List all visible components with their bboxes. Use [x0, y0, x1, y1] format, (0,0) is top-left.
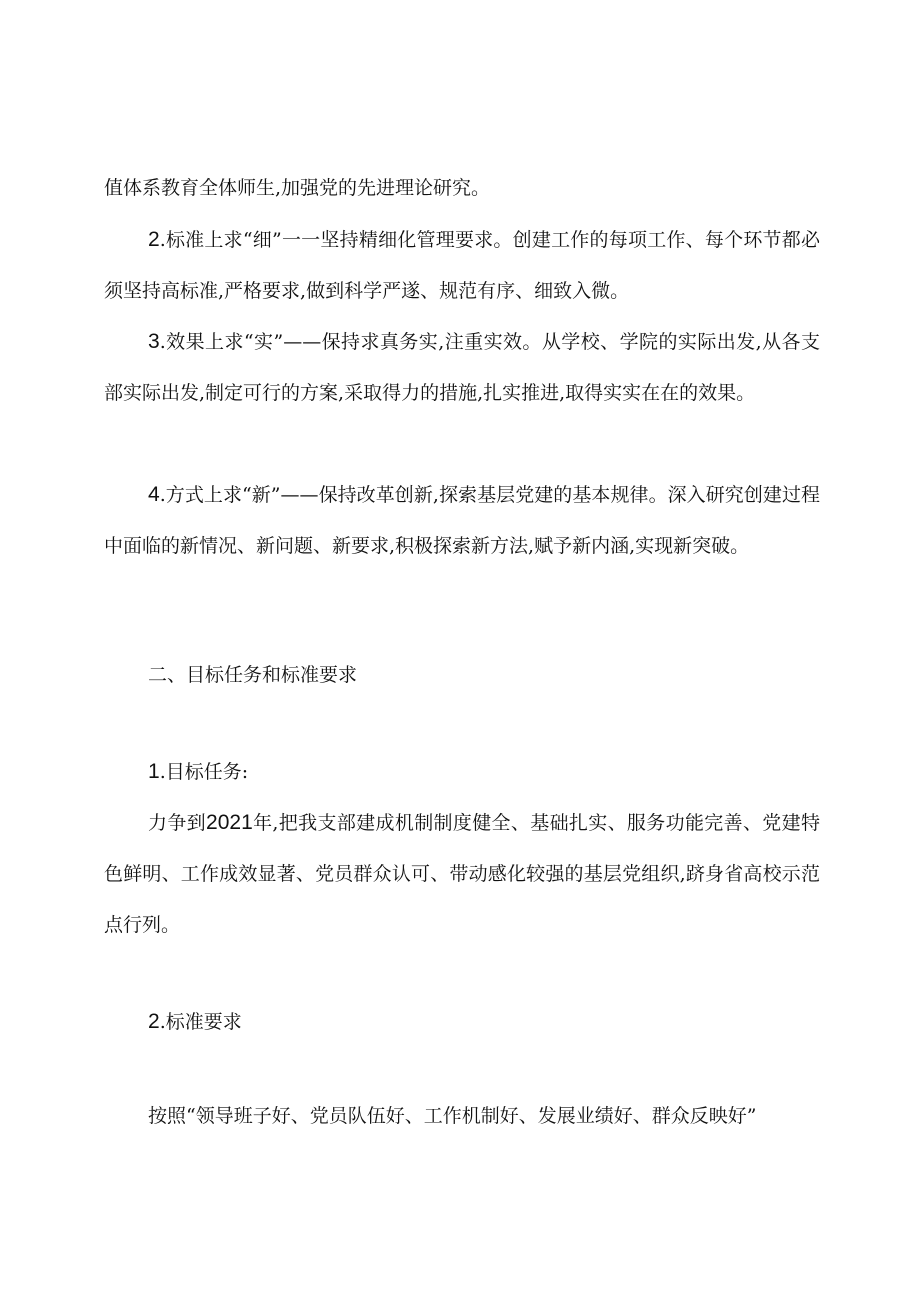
paragraph-target-task [104, 797, 820, 951]
sub-heading-1 [148, 746, 248, 798]
target-year: 2021 [206, 811, 253, 834]
item-4-number: 4 [148, 483, 160, 506]
paragraph-continuation: 值体系教育全体师生,加强党的先进理论研究。 [104, 177, 491, 199]
item-4-text: .方式上求“新”——保持改革创新,探索基层党建的基本规律。深入研究创建过程中面临的新情况、新问题、新要求,积极探索新方法,赋予新内涵,实现新突破。 [104, 484, 820, 557]
paragraph-item-4 [104, 469, 820, 572]
sub-2-text: .标准要求 [159, 1011, 242, 1033]
section-2-heading: 二、目标任务和标准要求 [148, 664, 358, 686]
sub-heading-2 [148, 996, 242, 1048]
target-prefix: 力争到 [148, 812, 207, 834]
paragraph-standard-requirements: 按照“领导班子好、党员队伍好、工作机制好、发展业绩好、群众反映好” [148, 1105, 757, 1127]
sub-2-number: 2 [148, 1010, 160, 1033]
item-2-number: 2 [148, 228, 160, 251]
paragraph-item-3 [104, 316, 820, 419]
item-3-number: 3 [148, 330, 160, 353]
paragraph-item-2 [104, 214, 820, 317]
target-rest: 年,把我支部建成机制制度健全、基础扎实、服务功能完善、党建特色鲜明、工作成效显著、党员群众认可、带动感化较强的基层党组织,跻身省高校示范点行列。 [104, 812, 820, 936]
sub-1-text: .目标任务: [159, 761, 249, 783]
item-2-text: .标准上求“细”一一坚持精细化管理要求。创建工作的每项工作、每个环节都必须坚持高标准,严格要求,做到科学严遂、规范有序、细致入微。 [104, 229, 820, 302]
sub-1-number: 1 [148, 760, 160, 783]
item-3-text: .效果上求“实”——保持求真务实,注重实效。从学校、学院的实际出发,从各支部实际出发,制定可行的方案,采取得力的措施,扎实推进,取得实实在在的效果。 [104, 331, 820, 404]
